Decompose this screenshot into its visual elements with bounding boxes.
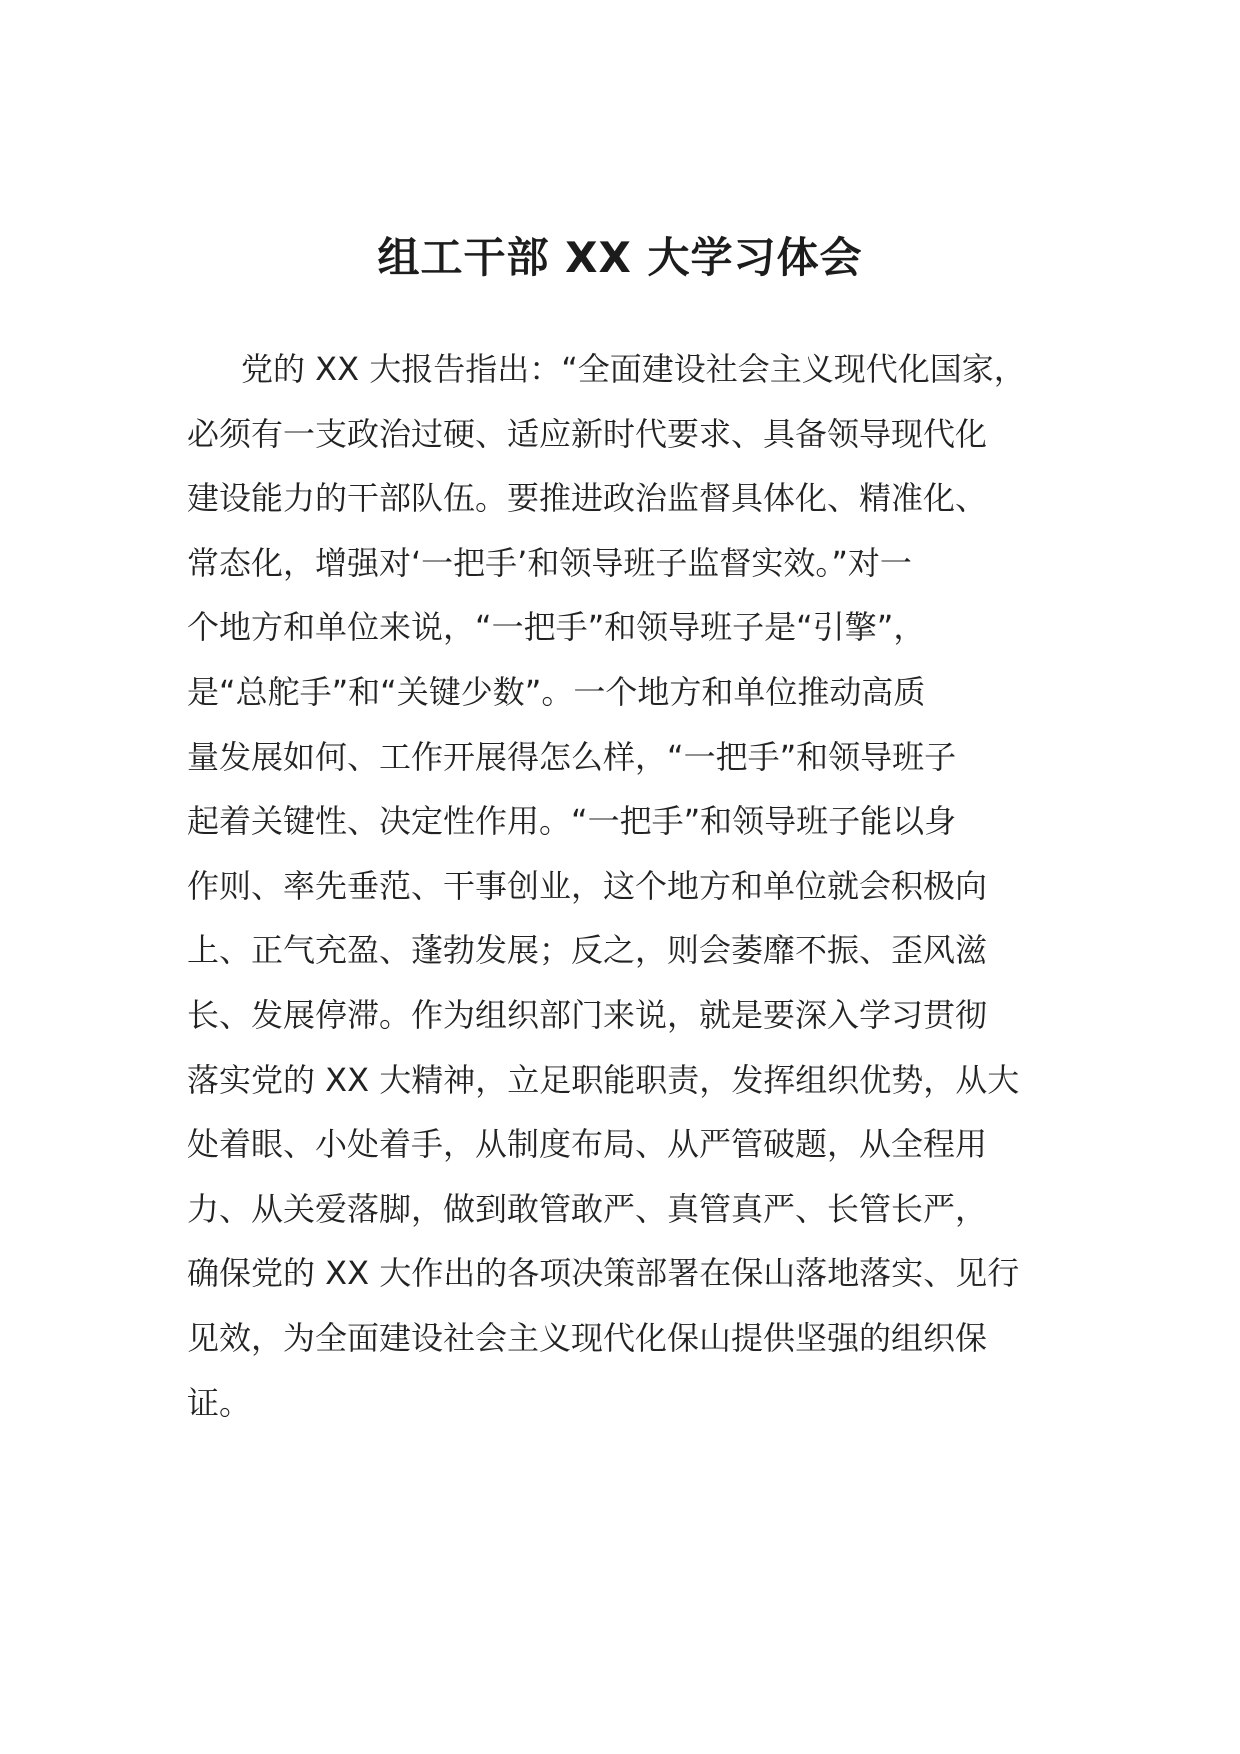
document-title: 组工干部 XX 大学习体会 <box>377 233 863 282</box>
body-line: 长、发展停滞。作为组织部门来说，就是要深入学习贯彻 <box>187 995 988 1034</box>
body-line: 常态化，增强对‘一把手’和领导班子监督实效。”对一 <box>187 543 912 582</box>
body-line: 党的 XX 大报告指出：“全面建设社会主义现代化国家， <box>241 350 1026 388</box>
body-line: 必须有一支政治过硬、适应新时代要求、具备领导现代化 <box>187 414 988 453</box>
body-line: 建设能力的干部队伍。要推进政治监督具体化、精准化、 <box>187 479 988 518</box>
document-body <box>187 337 1057 1435</box>
body-line: 量发展如何、工作开展得怎么样，“一把手”和领导班子 <box>187 737 957 776</box>
body-line: 上、正气充盈、蓬勃发展；反之，则会萎靡不振、歪风滋 <box>187 931 988 970</box>
body-line: 证。 <box>187 1383 252 1422</box>
body-line: 确保党的 XX 大作出的各项决策部署在保山落地落实、见行 <box>187 1254 1020 1293</box>
body-line: 是“总舵手”和“关键少数”。一个地方和单位推动高质 <box>187 672 926 711</box>
body-line: 处着眼、小处着手，从制度布局、从严管破题，从全程用 <box>187 1125 988 1164</box>
body-line: 见效，为全面建设社会主义现代化保山提供坚强的组织保 <box>187 1318 988 1357</box>
body-line: 落实党的 XX 大精神，立足职能职责，发挥组织优势，从大 <box>187 1060 1020 1099</box>
body-line: 作则、率先垂范、干事创业，这个地方和单位就会积极向 <box>187 866 988 905</box>
body-line: 个地方和单位来说，“一把手”和领导班子是“引擎”， <box>187 608 926 647</box>
body-line: 起着关键性、决定性作用。“一把手”和领导班子能以身 <box>187 802 957 841</box>
body-line: 力、从关爱落脚，做到敢管敢严、真管真严、长管长严， <box>187 1189 988 1228</box>
